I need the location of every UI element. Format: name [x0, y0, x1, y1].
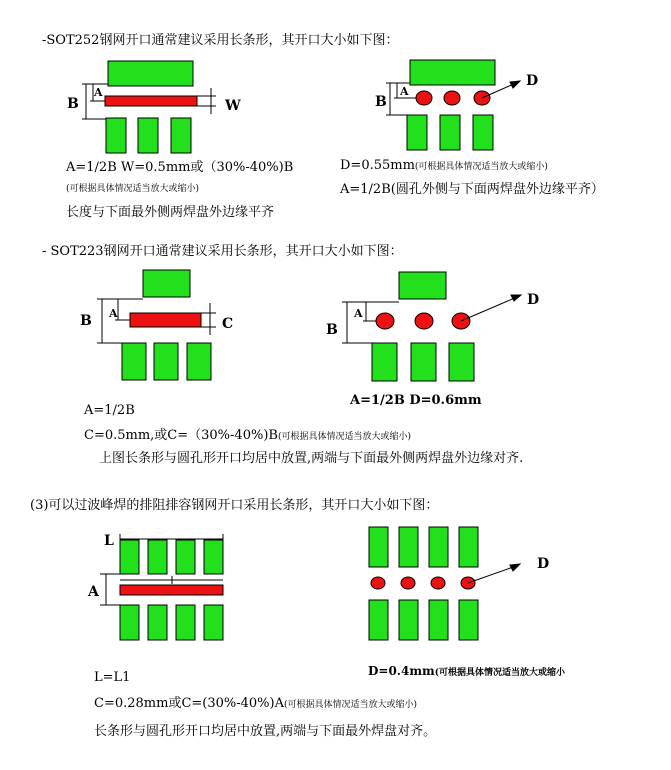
pad — [399, 600, 418, 640]
pad — [429, 600, 448, 640]
note-text: D=0.55mm(可根据具体情况适当放大或缩小) — [340, 158, 548, 173]
dim-label-w: W — [225, 98, 241, 114]
pad — [369, 527, 388, 567]
section2-heading: - SOT223钢网开口通常建议采用长条形，其开口大小如下图： — [42, 244, 403, 259]
pad — [411, 343, 436, 381]
opening-round — [371, 577, 385, 589]
note-text: A=1/2B(圆孔外侧与下面两焊盘外边缘平齐） — [340, 182, 604, 197]
opening-round — [431, 577, 445, 589]
section1-heading: -SOT252钢网开口通常建议采用长条形，其开口大小如下图： — [42, 33, 399, 48]
figure-caption: D=0.4mm(可根据具体情况适当放大或缩小 — [368, 664, 565, 678]
dim-label-a: A — [109, 307, 118, 320]
pad — [138, 118, 158, 153]
pad — [176, 605, 195, 640]
sot223-strip-diagram — [97, 270, 216, 380]
note-text: A=1/2B W=0.5mm或（30%-40%)B — [66, 160, 294, 175]
dim-label-b: B — [326, 322, 338, 338]
note-text: 上图长条形与圆孔形开口均居中放置,两端与下面最外侧两焊盘外边缘对齐. — [99, 451, 524, 466]
opening-round — [415, 313, 433, 329]
dim-label-d: D — [537, 556, 550, 572]
opening-round — [401, 577, 415, 589]
note-text: C=0.5mm,或C=（30%-40%)B(可根据具体情况适当放大或缩小) — [84, 428, 411, 443]
pad — [148, 540, 167, 574]
pad — [407, 115, 427, 150]
sot252-strip-diagram — [82, 61, 216, 153]
pad — [449, 343, 474, 381]
pad — [143, 270, 190, 297]
pad — [106, 118, 126, 153]
note-text: L=L1 — [94, 670, 131, 685]
note-text: A=1/2B — [84, 403, 135, 418]
sot252-round-diagram — [386, 60, 520, 150]
pad — [171, 118, 191, 153]
dim-label-d: D — [526, 73, 539, 89]
pad — [122, 343, 146, 380]
sot223-round-diagram — [342, 272, 521, 381]
dim-label-l: L — [104, 533, 114, 549]
pad — [204, 605, 223, 640]
pad — [369, 600, 388, 640]
pad — [204, 540, 223, 574]
note-text: C=0.28mm或C=(30%-40%)A(可根据具体情况适当放大或缩小) — [94, 696, 418, 711]
note-text: 长度与下面最外侧两焊盘外边缘平齐 — [66, 205, 275, 220]
opening-round — [416, 91, 432, 105]
pad — [154, 343, 178, 380]
dim-label-b: B — [67, 96, 79, 112]
pad — [120, 605, 139, 640]
network-strip-diagram — [100, 534, 223, 640]
pad — [372, 343, 397, 381]
opening-round — [376, 313, 394, 329]
opening-strip — [105, 96, 197, 106]
pad — [399, 272, 446, 299]
dim-label-a: A — [354, 307, 363, 320]
network-round-diagram — [369, 527, 520, 640]
pad — [399, 527, 418, 567]
dim-label-c: C — [222, 316, 234, 332]
pad — [459, 600, 478, 640]
pad — [187, 343, 211, 380]
dim-label-d: D — [527, 292, 540, 308]
dim-label-a: A — [400, 85, 409, 98]
dim-label-a: A — [88, 584, 99, 600]
pad — [148, 605, 167, 640]
dim-label-a: A — [94, 86, 103, 99]
figure-caption: A=1/2B D=0.6mm — [350, 393, 482, 408]
note-text: 长条形与圆孔形开口均居中放置,两端与下面最外焊盘对齐。 — [94, 724, 437, 739]
pad — [440, 115, 460, 150]
note-text: (可根据具体情况适当放大或缩小) — [66, 184, 200, 194]
pad — [459, 527, 478, 567]
pad — [120, 540, 139, 574]
opening-strip — [130, 313, 201, 327]
dim-label-b: B — [80, 313, 92, 329]
pad — [410, 60, 495, 85]
dim-label-b: B — [375, 94, 387, 110]
pad — [473, 115, 493, 150]
opening-strip — [120, 585, 223, 595]
pad — [176, 540, 195, 574]
opening-round — [444, 91, 460, 105]
section3-heading: (3)可以过波峰焊的排阻排容钢网开口采用长条形，其开口大小如下图： — [30, 498, 439, 513]
pad — [429, 527, 448, 567]
pad — [108, 61, 193, 86]
